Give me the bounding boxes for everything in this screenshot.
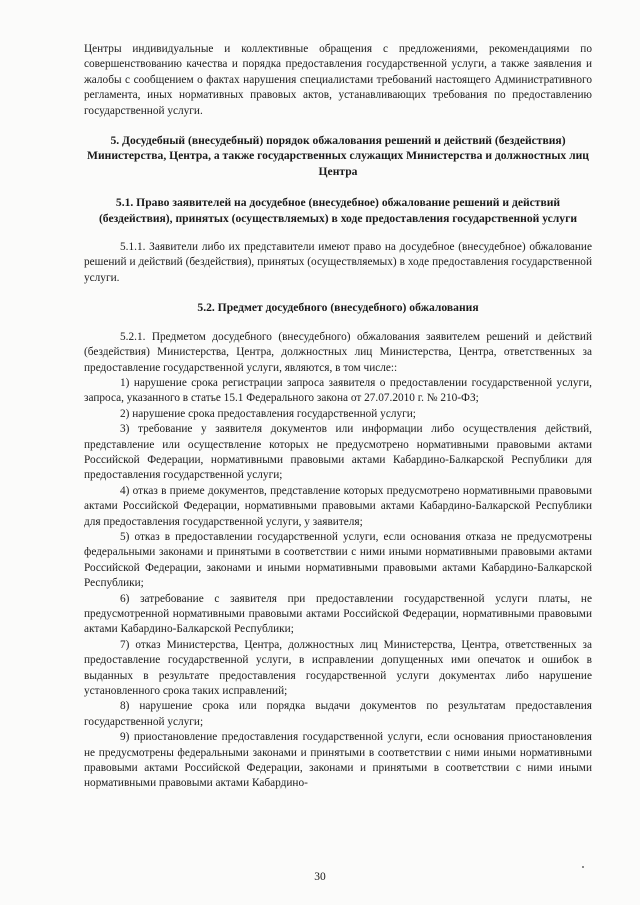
list-item-2: 2) нарушение срока предоставления государственной услуги; — [120, 407, 416, 420]
paragraph-5-1-1: 5.1.1. Заявители либо их представители имеют право на досудебное (внесудебное) обжалование решений и действий (бездействия), принятых (осуществляемых) в ходе предоставления государственной услуги. — [84, 241, 592, 284]
list-item-9: 9) приостановление предоставления государственной услуги, если основания приостановления не предусмотрены федеральными законами и принятыми в соответствии с ними иными нормативными правовыми актами Российской Федерации, законами и принятыми в соответствии с ними иными нормативными правовыми актами Кабардино- — [84, 731, 592, 790]
page-number: 30 — [314, 871, 326, 883]
section-5-2-title: 5.2. Предмет досудебного (внесудебного) обжалования — [197, 301, 479, 315]
list-item-1: 1) нарушение срока регистрации запроса заявителя о предоставлении государственной услуги, запроса, указанного в статье 15.1 Федерального закона от 27.07.2010 г. № 210-ФЗ; — [84, 376, 592, 405]
list-item-7: 7) отказ Министерства, Центра, должностных лиц Министерства, Центра, ответственных за предоставление государственной услуги, в исправлении допущенных ими опечаток и ошибок в выданных в результате предоставления государственной услуги документах либо нарушение установленного срока таких исправлений; — [84, 638, 592, 698]
list-item-3: 3) требование у заявителя документов или информации либо осуществления действий, представление или осуществление которых не предусмотрено нормативными правовыми актами Российской Федерации, нормативными правовыми актами Кабардино-Балкарской Республики для предоставления государственной услуги; — [84, 423, 592, 482]
section-5-title: 5. Досудебный (внесудебный) порядок обжалования решений и действий (бездействия) Министерства, Центра, а также государственных служащих Министерства и должностных лиц Центра — [87, 134, 589, 178]
paragraph-5-2-1: 5.2.1. Предметом досудебного (внесудебного) обжалования заявителем решений и действий (бездействия) Министерства, Центра, должностных лиц Министерства, Центра, ответственных за предоставление государственной услуги, являются, в том числе:: — [84, 330, 592, 374]
list-item-6: 6) затребование с заявителя при предоставлении государственной услуги платы, не предусмотренной нормативными правовыми актами Российской Федерации, нормативными правовыми актами Кабардино-Балкарской Республики; — [84, 592, 592, 636]
scan-speck — [582, 866, 584, 868]
section-5-1-title: 5.1. Право заявителей на досудебное (внесудебное) обжалование решений и действий (бездействия), принятых (осуществляемых) в ходе предоставления государственной услуги — [98, 196, 578, 225]
list-item-8: 8) нарушение срока или порядка выдачи документов по результатам предоставления государственной услуги; — [84, 700, 592, 728]
page-content — [84, 42, 592, 792]
list-item-4: 4) отказ в приеме документов, представление которых предусмотрено нормативными правовыми актами Российской Федерации, нормативными правовыми актами Кабардино-Балкарской Республики для предоставления государственной услуги, у заявителя; — [84, 484, 592, 528]
intro-paragraph: Центры индивидуальные и коллективные обращения с предложениями, рекомендациями по совершенствованию качества и порядка предоставления государственной услуги, а также заявления и жалобы с сообщением о фактах нарушения специалистами требований настоящего Административного регламента, иных нормативных правовых актов, устанавливающих требования по предоставлению государственной услуги. — [84, 43, 592, 117]
list-item-5: 5) отказ в предоставлении государственной услуги, если основания отказа не предусмотрены федеральными законами и принятыми в соответствии с ними иными нормативными правовыми актами Российской Федерации, законами и иными нормативными правовыми актами Кабардино-Балкарской Республики; — [84, 530, 592, 590]
